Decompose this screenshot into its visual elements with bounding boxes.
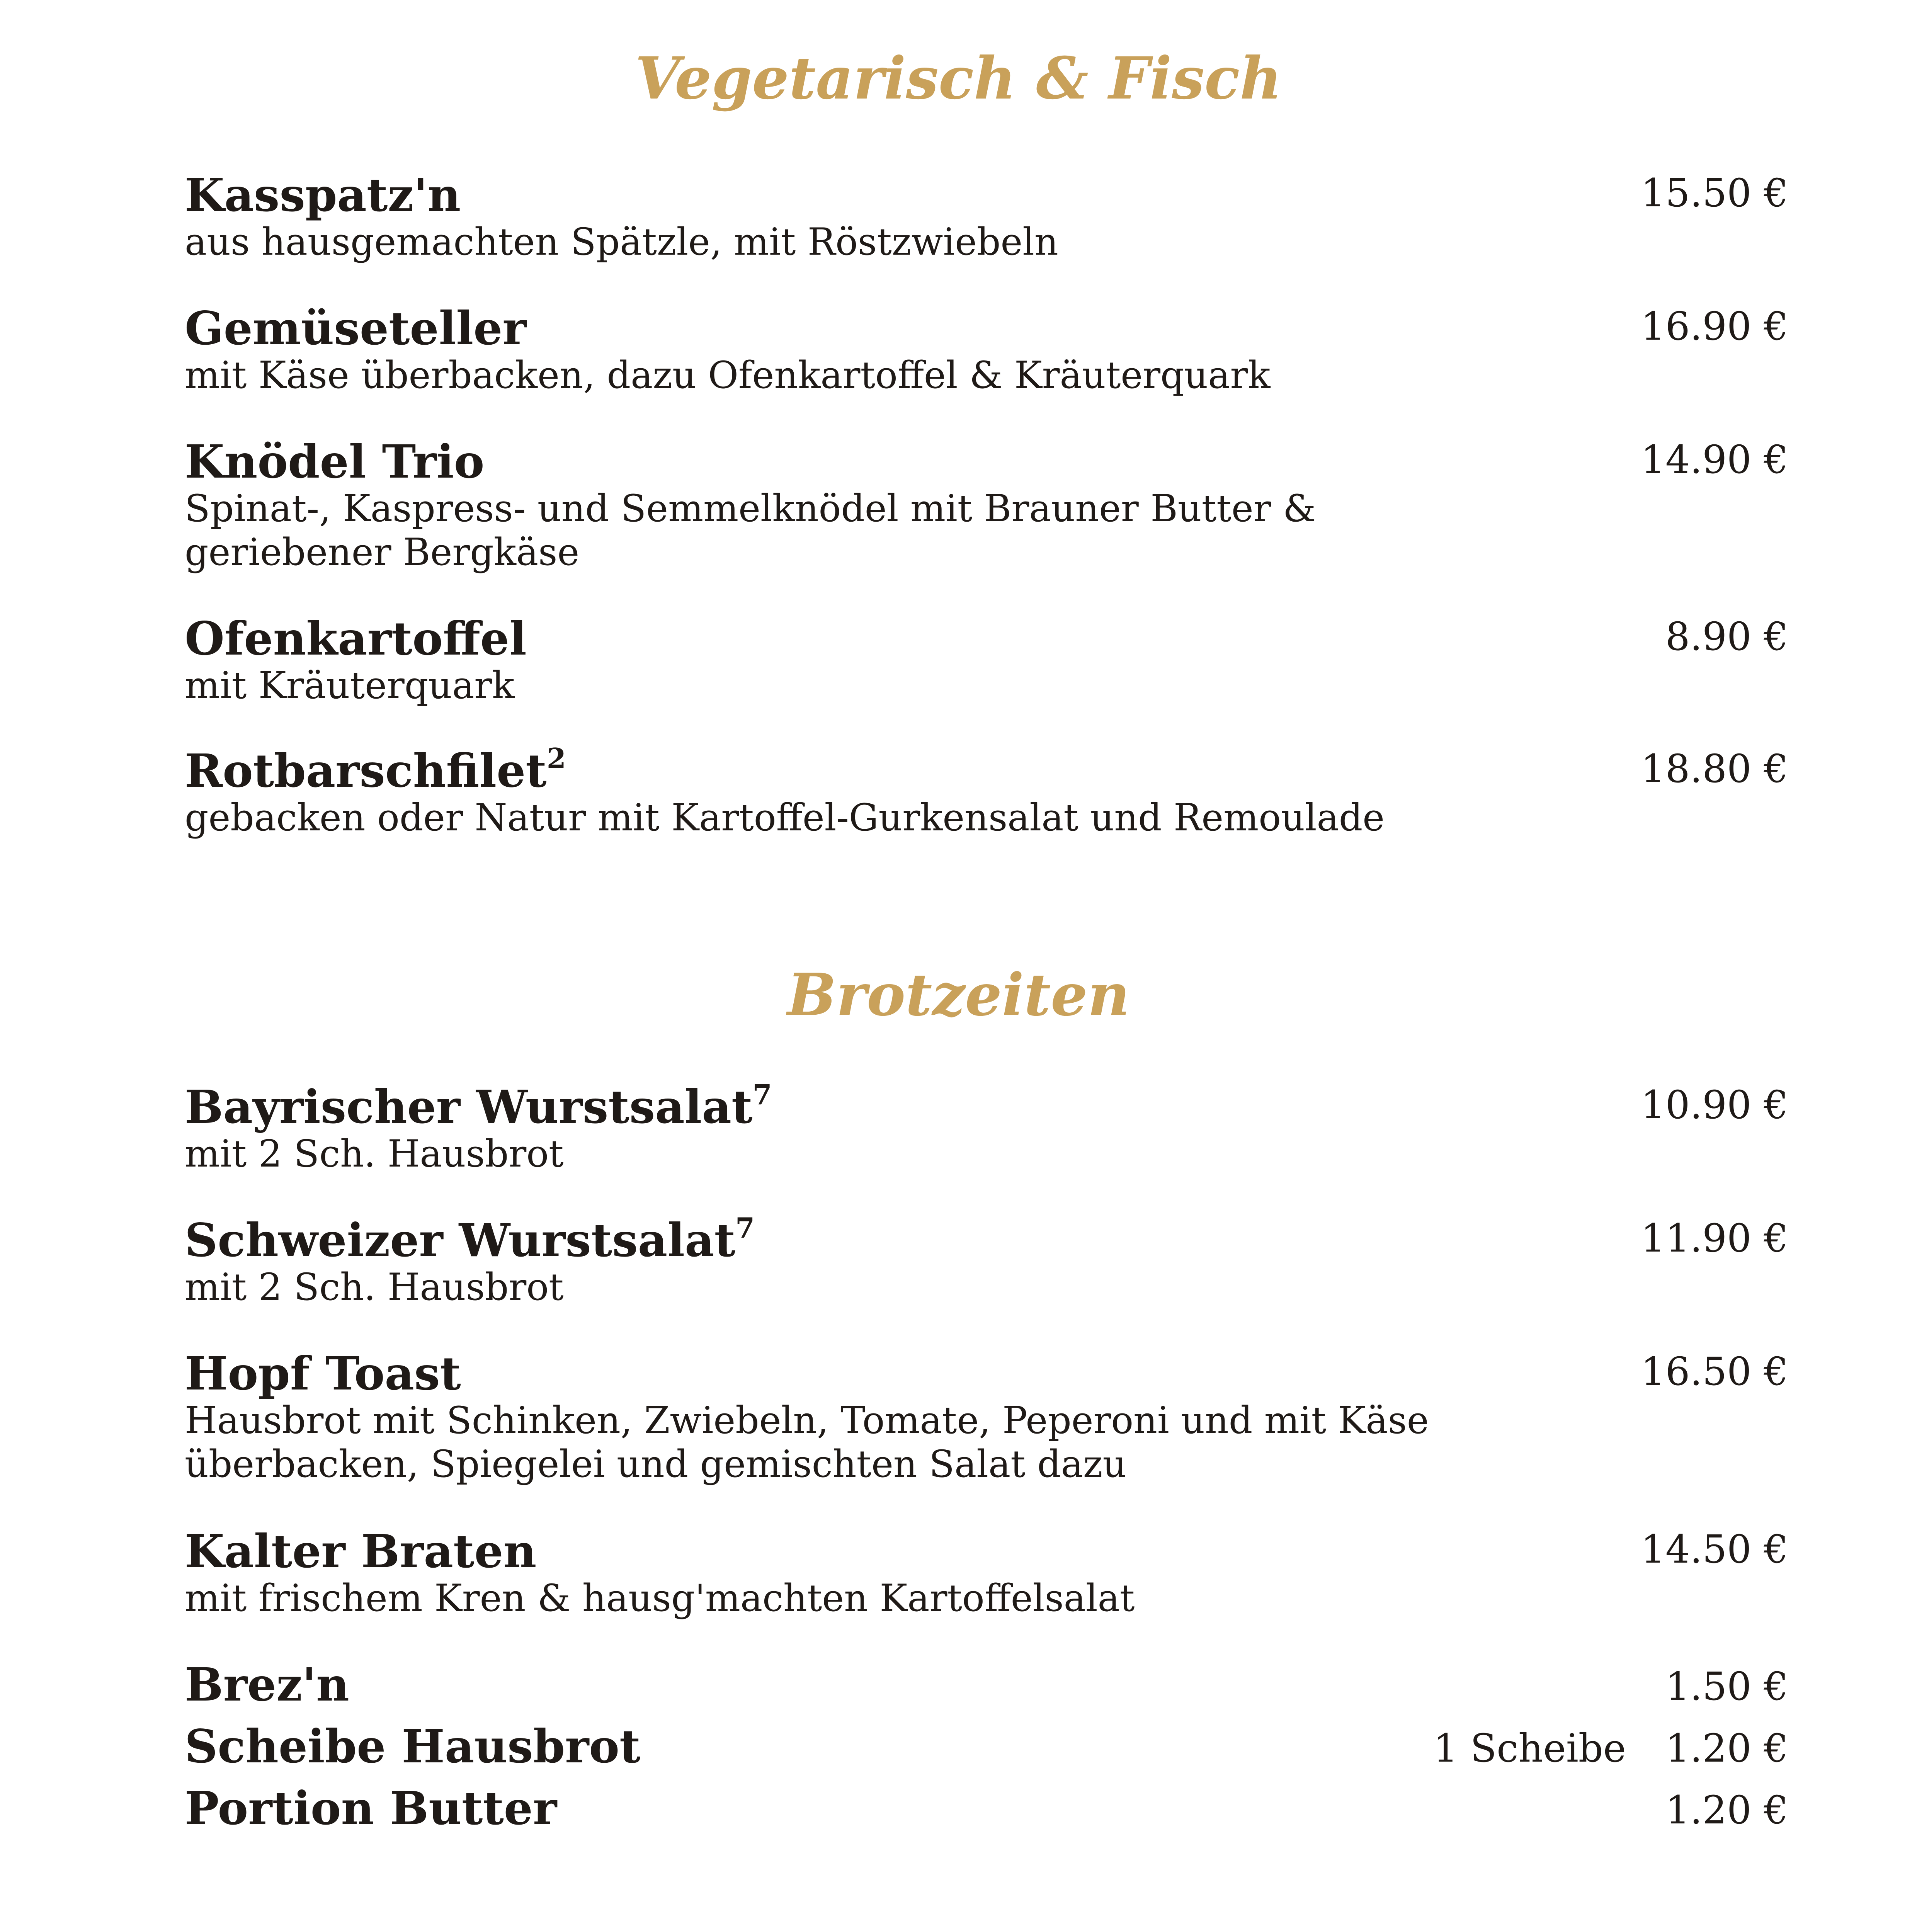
item-price: 15.50 €: [1641, 170, 1788, 216]
item-price: 18.80 €: [1641, 746, 1788, 791]
menu-item: [185, 170, 1788, 264]
item-price: 11.90 €: [1641, 1216, 1788, 1261]
item-description: mit Käse überbacken, dazu Ofenkartoffel & Kräuterquark: [185, 353, 1271, 397]
item-description: mit 2 Sch. Hausbrot: [185, 1132, 564, 1175]
item-name: Scheibe Hausbrot: [185, 1719, 641, 1773]
item-description: mit 2 Sch. Hausbrot: [185, 1265, 564, 1309]
item-price: 16.90 €: [1641, 304, 1788, 349]
item-description: mit Kräuterquark: [185, 663, 515, 707]
item-footnote: 7: [752, 1078, 772, 1111]
item-name: Brez'n: [185, 1658, 349, 1711]
item-description: mit frischem Kren & hausg'machten Kartoffelsalat: [185, 1576, 1135, 1620]
item-name: Portion Butter: [185, 1781, 557, 1835]
item-footnote: 7: [735, 1211, 755, 1244]
menu-item: [185, 1526, 1788, 1620]
item-name: Knödel Trio: [185, 435, 485, 488]
menu-item: [185, 742, 1788, 840]
item-name: Rotbarschfilet$^2$: [185, 742, 566, 798]
item-price: 14.50 €: [1641, 1527, 1788, 1572]
item-name: Kasspatz'n: [185, 168, 461, 222]
item-name: Kalter Braten: [185, 1524, 537, 1578]
item-name: Ofenkartoffel: [185, 612, 527, 665]
item-name: Gemüseteller: [185, 301, 527, 355]
item-name: Bayrischer Wurstsalat$^7$: [185, 1078, 772, 1134]
item-description: aus hausgemachten Spätzle, mit Röstzwiebeln: [185, 220, 1058, 264]
item-quantity: 1 Scheibe: [1433, 1726, 1626, 1771]
item-description: gebacken oder Natur mit Kartoffel-Gurkensalat und Remoulade: [185, 796, 1385, 839]
extra-item: [185, 1721, 1788, 1783]
item-name: Schweizer Wurstsalat$^7$: [185, 1211, 755, 1267]
item-price: 14.90 €: [1641, 437, 1788, 482]
section-title-vegetarisch-fisch: Vegetarisch & Fisch: [635, 44, 1282, 112]
menu-item: [185, 437, 1788, 574]
item-price: 1.20 €: [1665, 1726, 1788, 1771]
item-price: 1.20 €: [1665, 1787, 1788, 1833]
extra-item: [185, 1660, 1788, 1721]
menu-item: [185, 614, 1788, 707]
item-description: Spinat-, Kaspress- und Semmelknödel mit Brauner Butter & geriebener Bergkäse: [185, 486, 1316, 574]
section-title-brotzeiten: Brotzeiten: [787, 961, 1130, 1029]
menu-item: [185, 1078, 1788, 1176]
menu-item: [185, 1349, 1788, 1486]
extra-item: [185, 1783, 1788, 1845]
item-price: 10.90 €: [1641, 1082, 1788, 1128]
item-name: Hopf Toast: [185, 1347, 461, 1400]
item-price: 1.50 €: [1665, 1664, 1788, 1709]
menu-item: [185, 303, 1788, 397]
item-price: 8.90 €: [1665, 614, 1788, 659]
menu-item: [185, 1211, 1788, 1309]
item-description: Hausbrot mit Schinken, Zwiebeln, Tomate, Peperoni und mit Käse überbacken, Spiegelei und gemischten Salat dazu: [185, 1398, 1429, 1486]
item-footnote: 2: [546, 742, 566, 775]
item-price: 16.50 €: [1641, 1349, 1788, 1394]
